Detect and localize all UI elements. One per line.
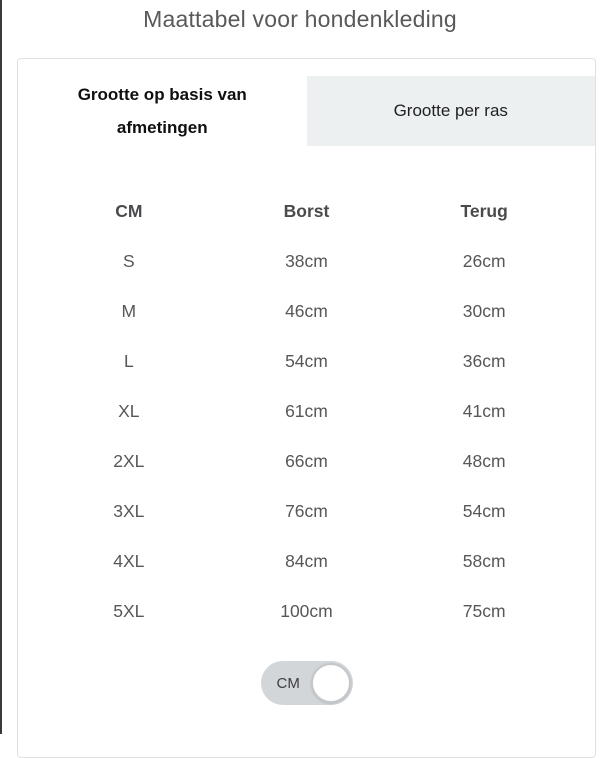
terug-cell: 54cm [462, 500, 506, 521]
terug-cell: 36cm [462, 350, 506, 371]
borst-cell: 100cm [280, 600, 333, 621]
terug-cell: 48cm [462, 450, 506, 471]
borst-cell: 46cm [285, 300, 328, 321]
table-row [40, 486, 573, 536]
table-row [40, 386, 573, 436]
borst-cell: 76cm [285, 500, 328, 521]
table-row [40, 586, 573, 636]
terug-cell: 75cm [462, 600, 506, 621]
terug-cell: 41cm [462, 400, 506, 421]
toggle-knob[interactable] [311, 663, 351, 703]
size-cell: 4XL [113, 550, 145, 571]
window-left-edge [0, 0, 2, 734]
unit-toggle[interactable] [261, 661, 353, 705]
tab-size-by-measurements[interactable] [18, 76, 307, 146]
size-cell: S [122, 250, 135, 271]
size-cell: XL [118, 400, 140, 421]
tab-label: Grootte op basis van afmetingen [77, 85, 247, 137]
page-title: Maattabel voor hondenkleding [143, 6, 457, 32]
size-cell: M [121, 300, 137, 321]
table-row [40, 336, 573, 386]
table-row [40, 536, 573, 586]
borst-cell: 84cm [285, 550, 328, 571]
tab-bar [18, 76, 595, 146]
size-chart-panel [17, 58, 596, 758]
size-cell: 2XL [113, 450, 145, 471]
borst-cell: 61cm [285, 400, 328, 421]
table-row [40, 286, 573, 336]
terug-cell: 30cm [462, 300, 506, 321]
size-table-body [40, 236, 573, 636]
toggle-label: CM [276, 674, 300, 692]
tab-label: Grootte per ras [393, 101, 508, 120]
terug-cell: 26cm [462, 250, 506, 271]
table-row [40, 436, 573, 486]
size-cell: 5XL [113, 600, 145, 621]
size-table [40, 186, 573, 636]
borst-cell: 38cm [285, 250, 328, 271]
column-header-cm: CM [115, 200, 143, 221]
borst-cell: 54cm [285, 350, 328, 371]
size-table-header [40, 186, 573, 236]
size-cell: 3XL [113, 500, 145, 521]
column-header-terug: Terug [460, 200, 508, 221]
size-cell: L [123, 350, 134, 371]
table-row [40, 236, 573, 286]
tab-size-by-breed[interactable] [307, 76, 596, 146]
column-header-borst: Borst [283, 200, 330, 221]
borst-cell: 66cm [285, 450, 328, 471]
terug-cell: 58cm [462, 550, 506, 571]
